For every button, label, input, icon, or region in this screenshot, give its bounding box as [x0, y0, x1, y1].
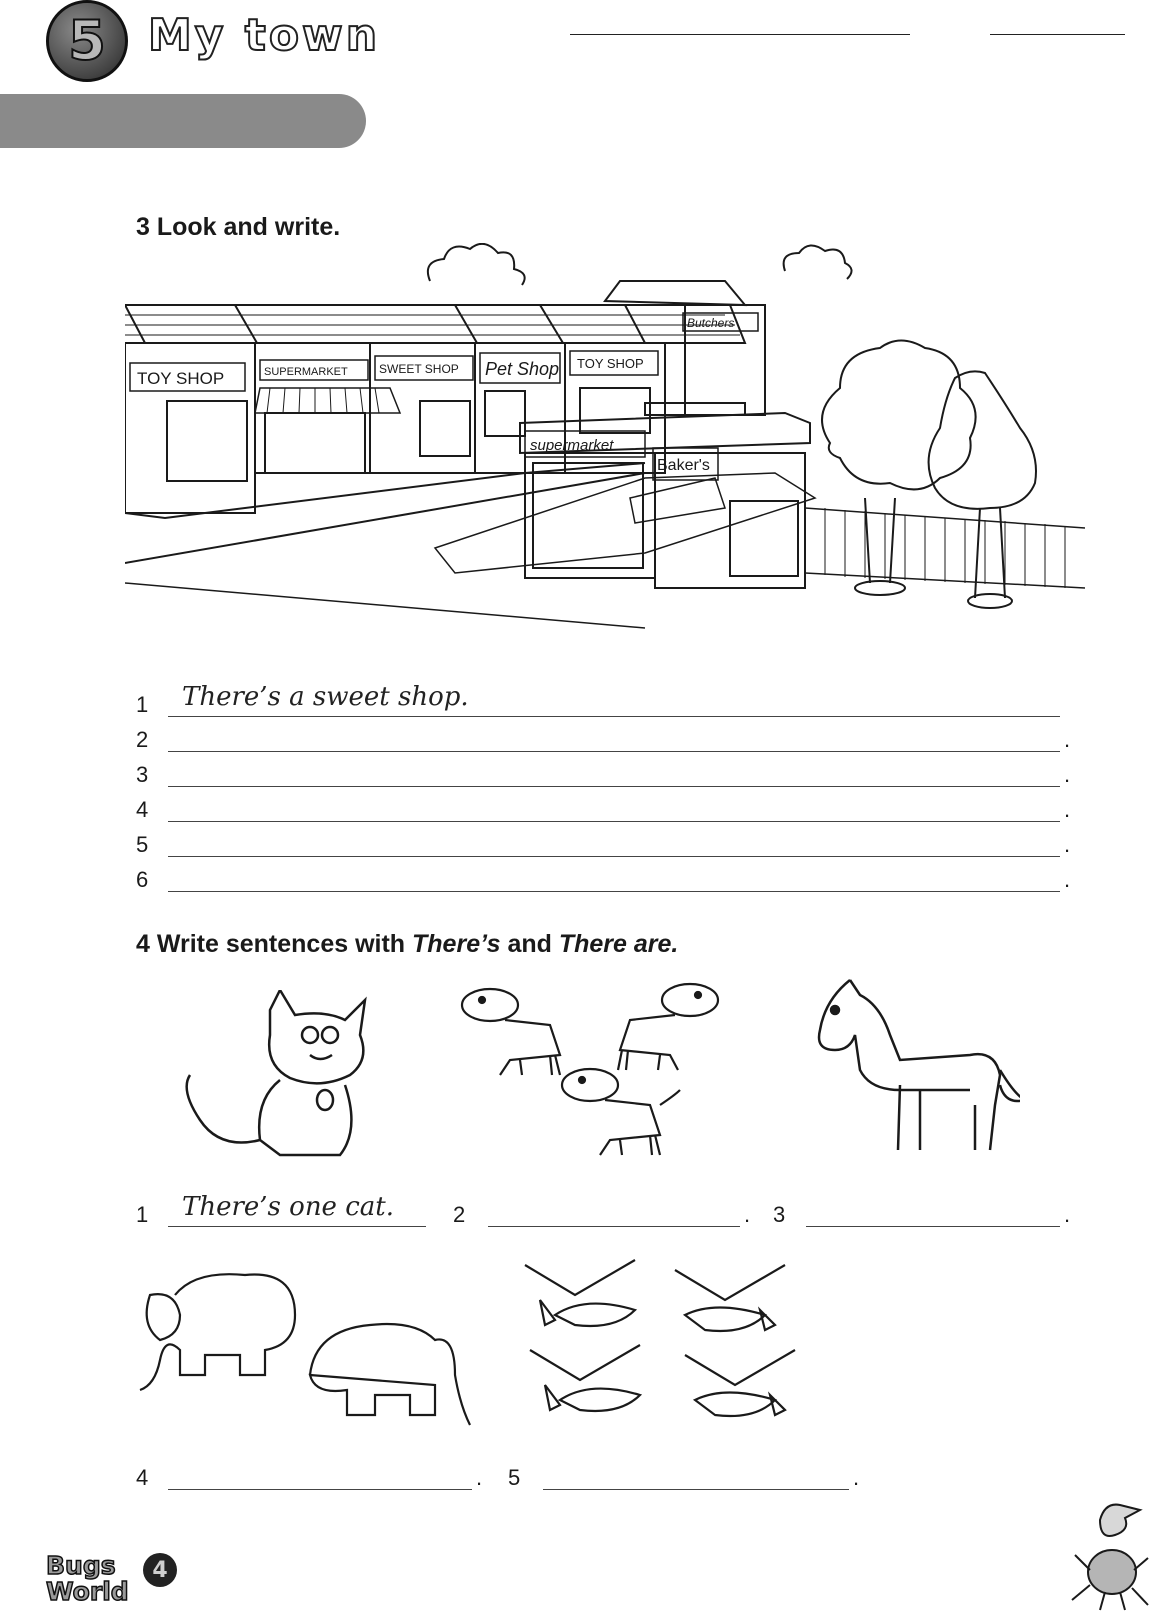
sign-supermarket-2: supermarket — [530, 437, 614, 454]
sign-butchers: Butchers — [687, 316, 735, 330]
ex4-full-stop-2: . — [744, 1202, 751, 1227]
ex4-full-stop-4: . — [476, 1465, 483, 1490]
exercise-3-heading: 3 Look and write. — [136, 213, 341, 241]
date-write-line[interactable] — [990, 34, 1125, 35]
ex3-full-stop-4: . — [1064, 797, 1071, 822]
town-street-illustration — [125, 243, 1085, 653]
bugs-world-logo — [46, 1553, 129, 1605]
sign-toy-shop-2: TOY SHOP — [577, 356, 644, 371]
logo-line-1: Bugs — [46, 1551, 116, 1580]
ex4-full-stop-5: . — [853, 1465, 860, 1490]
header-band — [0, 94, 366, 148]
exercise-4-heading-and: and — [500, 930, 559, 958]
exercise-4-heading-there-are: There are. — [558, 930, 679, 958]
ex4-answer-1: There’s one cat. — [182, 1192, 394, 1222]
ex4-number-4: 4 — [136, 1465, 149, 1490]
unit-title: My town — [148, 10, 381, 61]
ex3-full-stop-2: . — [1064, 727, 1071, 752]
bug-mascot-icon — [1070, 1500, 1150, 1612]
ex3-number-5: 5 — [136, 832, 149, 857]
ex4-write-line-4[interactable] — [168, 1489, 472, 1490]
ex4-number-5: 5 — [508, 1465, 521, 1490]
name-write-line[interactable] — [570, 34, 910, 35]
ex4-write-line-3[interactable] — [806, 1226, 1060, 1227]
three-dogs-picture — [460, 975, 760, 1165]
ex4-full-stop-3: . — [1064, 1202, 1071, 1227]
ex4-write-line-1[interactable] — [168, 1226, 426, 1227]
ex3-write-line-2[interactable] — [168, 751, 1060, 752]
ex3-write-line-5[interactable] — [168, 856, 1060, 857]
sign-sweet-shop: SWEET SHOP — [379, 362, 459, 376]
exercise-4-heading-prefix: 4 Write sentences with — [136, 930, 413, 958]
ex3-number-6: 6 — [136, 867, 149, 892]
ex3-answer-1: There’s a sweet shop. — [182, 682, 469, 712]
cat-picture — [160, 990, 380, 1165]
ex3-number-1: 1 — [136, 692, 149, 717]
exercise-4-heading — [136, 930, 678, 959]
ex3-number-4: 4 — [136, 797, 149, 822]
ex3-number-3: 3 — [136, 762, 149, 787]
ex3-full-stop-3: . — [1064, 762, 1071, 787]
ex3-write-line-3[interactable] — [168, 786, 1060, 787]
ex3-write-line-1[interactable] — [168, 716, 1060, 717]
ex4-number-1: 1 — [136, 1202, 149, 1227]
ex4-write-line-2[interactable] — [488, 1226, 740, 1227]
sign-supermarket-1: SUPERMARKET — [264, 366, 348, 378]
exercise-4-heading-theres: There’s — [412, 930, 501, 958]
logo-level-badge: 4 — [143, 1553, 177, 1587]
ex4-number-2: 2 — [453, 1202, 466, 1227]
sign-pet-shop: Pet Shop — [485, 359, 560, 379]
ex3-full-stop-5: . — [1064, 832, 1071, 857]
two-elephants-picture — [135, 1265, 485, 1445]
sign-toy-shop-1: TOY SHOP — [137, 369, 225, 388]
ex4-write-line-5[interactable] — [543, 1489, 849, 1490]
logo-line-2: World — [46, 1577, 129, 1606]
ex3-number-2: 2 — [136, 727, 149, 752]
unit-number-badge — [46, 0, 128, 82]
ex4-number-3: 3 — [773, 1202, 786, 1227]
unit-number: 5 — [68, 9, 106, 72]
ex3-write-line-4[interactable] — [168, 821, 1060, 822]
sign-bakers: Baker's — [657, 457, 710, 474]
ex3-write-line-6[interactable] — [168, 891, 1060, 892]
ex3-full-stop-6: . — [1064, 867, 1071, 892]
horse-picture — [810, 975, 1020, 1165]
four-birds-picture — [515, 1255, 835, 1435]
